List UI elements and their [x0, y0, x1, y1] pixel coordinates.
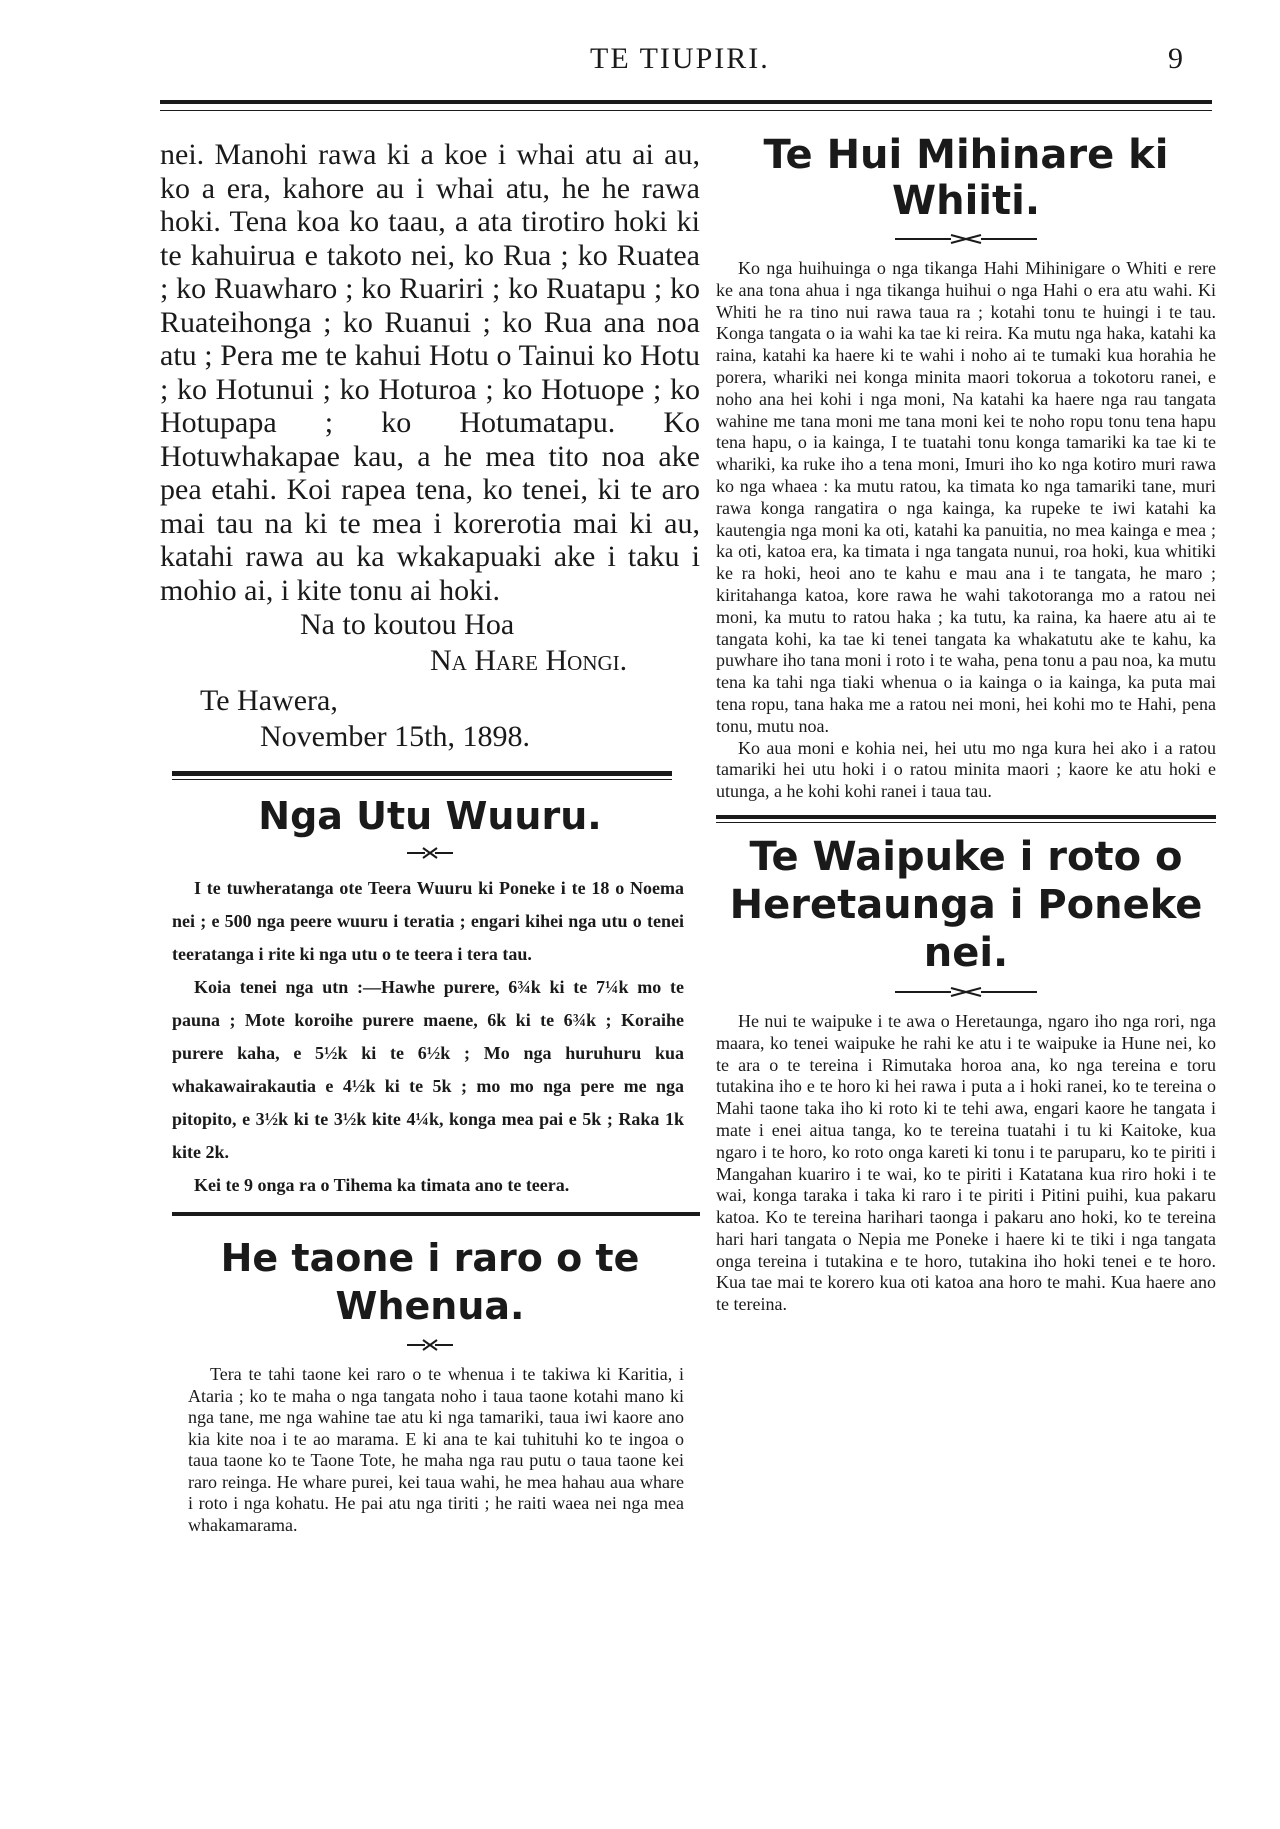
- letter-body: nei. Manohi rawa ki a koe i whai atu ai au, ko a era, kahore au i whai atu, he he rawa hoki. Tena koa ko taau, a ata tirotiro hoki ki te kahuirua e takoto nei, ko Rua ; ko Ruatea ; ko Ruawharo ; ko Ruariri ; ko Ruatapu ; ko Ruateihonga ; ko Ruanui ; ko Rua ana noa atu ; Pera me te kahui Hotu o Tainui ko Hotu ; ko Hotunui ; ko Hoturoa ; ko Hotuope ; ko Hotupapa ; ko Hotumatapu. Ko Hotuwhakapae kau, a he mea tito noa ake pea etahi. Koi rapea tena, ko tenei, ki te aro mai tau na ki te mea i korerotia mai ki au, katahi rawa au ka wkakapuaki ake i taku i mohio ai, i kite tonu ai hoki.: [160, 138, 700, 607]
- waipuke-headline: Te Waipuke i roto o Heretaunga i Poneke nei.: [729, 833, 1203, 976]
- taone-headline: He taone i raro o te Whenua.: [220, 1236, 640, 1328]
- utu-paragraph: I te tuwheratanga ote Teera Wuuru ki Poneke i te 18 o Noema nei ; e 500 nga peere wuuru i teratia ; engari kihei nga utu o tenei teeratanga i rite ki nga utu o te teera i tera tau.: [172, 878, 684, 964]
- page-number: 9: [1168, 42, 1183, 75]
- hui-paragraph: Ko aua moni e kohia nei, hei utu mo nga kura hei ako i a ratou tamariki hei utu hoki i o ratou minita maori ; kaore ke atu hoki e utunga, a he kohi kohi ranei i taua tau.: [716, 737, 1216, 802]
- ornament-icon: [405, 846, 455, 860]
- taone-article: [160, 1364, 700, 1536]
- utu-headline: Nga Utu Wuuru.: [258, 794, 602, 838]
- hui-paragraph: Ko nga huihuinga o nga tikanga Hahi Mihinigare o Whiti e rere ke ana tona ahua i nga tikanga huihui o nga Hahi o era atu wahi. Ki Whiti he ra tino nui rawa taua ra ; kotahi tonu te huingi i te tau. Konga tangata o ia wahi ka tae ki reira. Ka mutu nga haka, katahi ka raina, katahi ka haere ki te wahi i noho ai te tumaki kua horahia he porera, whariki nei konga minita maori tokorua a tokotoru ranei, e noho ana hei kohi i nga moni, Na katahi ka haere nga rau tangata wahine me tana moni me tana moni kei te noho ropu tonu tena hapu tena hapu, o ia kainga, I te tuatahi tonu konga tamariki ka tae ki te whariki, ka ruke iho a tena moni, Imuri iho ko nga kotiro muri rawa ko nga whaea : ka mutu ratou, ka timata ko nga tamariki tane, muri rawa konga rangatira o nga kainga, ka rupeke te iwi katahi ka kautengia nga moni ka oti, katahi ka panuitia, no mea kainga e mea ; ka oti, katoa era, ka timata i nga tangata nunui, roa hoki, kua whitiki ke ra hoki, heoi ano te kahu e mau ana i te tangata, he maro ; kiritahanga katoa, kore rawa he wahi takotoranga mo a ratou nei moni, ka mutu to ratou haka ; ka tutu, ka raina, ka haere atu ai te tangata kohi, ka tae ki tenei tangata ka whakatutu ake te kahu, ka puwhare iho tana moni i roto i te waha, pena tonu a pau noa, ka mutu tena ka tahi nga tiaki whenua o ia kainga o ia kainga, ka puta mai tena ropu, tana haka me a ratou nei moni, hei kohi mo te Hahi, pena tonu, mutu noa.: [716, 258, 1216, 736]
- hui-headline: Te Hui Mihinare ki Whiiti.: [763, 132, 1169, 224]
- letter-date: November 15th, 1898.: [260, 720, 530, 753]
- letter-signature: Na Hare Hongi.: [430, 644, 628, 677]
- section-rule: [172, 771, 672, 776]
- letter-signoff: Na to koutou Hoa: [300, 608, 515, 641]
- right-column: [716, 132, 1216, 1316]
- section-rule-thin: [172, 779, 672, 780]
- ornament-icon: [891, 232, 1041, 246]
- waipuke-article: [716, 1011, 1216, 1316]
- running-title: TE TIUPIRI.: [590, 42, 770, 75]
- taone-paragraph: Tera te tahi taone kei raro o te whenua i te takiwa ki Karitia, i Ataria ; ko te maha o nga tangata noho i taua taone kotahi mano ki nga tane, me nga wahine tae atu ki nga tamariki, taua iwi kaore ano kia kite noa i te ao marama. E ki ana te kai tuhituhi ko te ingoa o taua taone ko te Taone Tote, he maha nga rau putu o taua taone kei raro reinga. He whare purei, kei taua wahi, he mea hahau aua whare i roto i nga kohatu. He pai atu nga tiriti ; he raiti waea nei nga mea whakamarama.: [188, 1364, 684, 1535]
- section-rule: [716, 815, 1216, 819]
- ornament-icon: [405, 1338, 455, 1352]
- letter-article: [160, 138, 700, 607]
- utu-paragraph: Koia tenei nga utn :—Hawhe purere, 6¾k ki te 7¼k mo te pauna ; Mote koroihe purere maene, 6k ki te 6¾k ; Koraihe purere kaha, e 5½k ki te 6½k ; Mo nga huruhuru kua whakawairakautia e 4½k ki te 5k ; mo mo nga pere me nga pitopito, e 3½k ki te 3½k kite 4¼k, konga mea pai e 5k ; Raka 1k kite 2k.: [172, 977, 684, 1162]
- utu-paragraph: Kei te 9 onga ra o Tihema ka timata ano te teera.: [194, 1175, 570, 1195]
- waipuke-paragraph: He nui te waipuke i te awa o Heretaunga, ngaro iho nga rori, nga maara, ko tenei waipuke he rahi ke atu i te waipuke ia Hune nei, ko te ara o te tereina i Rimutaka horoa ana, ko nga tereina e toru tutakina iho e te horo ki hei rawa i puta a i hoki ranei, ko te tereina o Mahi taone taka iho ki roto ki te tehi awa, engari kaore he tangata i mate i enei aitua tanga, ko te tereina tuatahi i tu ki Kaitoke, kua ngaro i te horo, ko roto onga kareti ki tonu i te paruparu, ko te piriti i Mangahan kuariro i te wai, ko te piriti i Katatana kua riro hoki i te wai, konga taraka i taka ki raro i te piriti i Pitini puihi, kua pakaru katoa. Ko te tereina hariharі taonga i pakaru ano hoki, ko te tereina hari hari tangata o Nepia me Poneke i haere ki te tiki i nga tangata onga tereina i tutakina e te horo, tutakina iho hoki tenei e te horo. Kua tae mai te korero kua oti katoa ana horo te mahi. Kua haere ano te tereina.: [716, 1010, 1216, 1315]
- hui-article: [716, 258, 1216, 803]
- header-rule: [160, 100, 1212, 104]
- utu-article: [160, 872, 700, 1202]
- section-rule-thin: [716, 822, 1216, 823]
- letter-place: Te Hawera,: [200, 684, 338, 717]
- left-column: [160, 138, 700, 1536]
- ornament-icon: [891, 985, 1041, 999]
- section-rule: [172, 1212, 700, 1216]
- header-rule-thin: [160, 110, 1212, 111]
- letter-signoff-block: [160, 607, 700, 755]
